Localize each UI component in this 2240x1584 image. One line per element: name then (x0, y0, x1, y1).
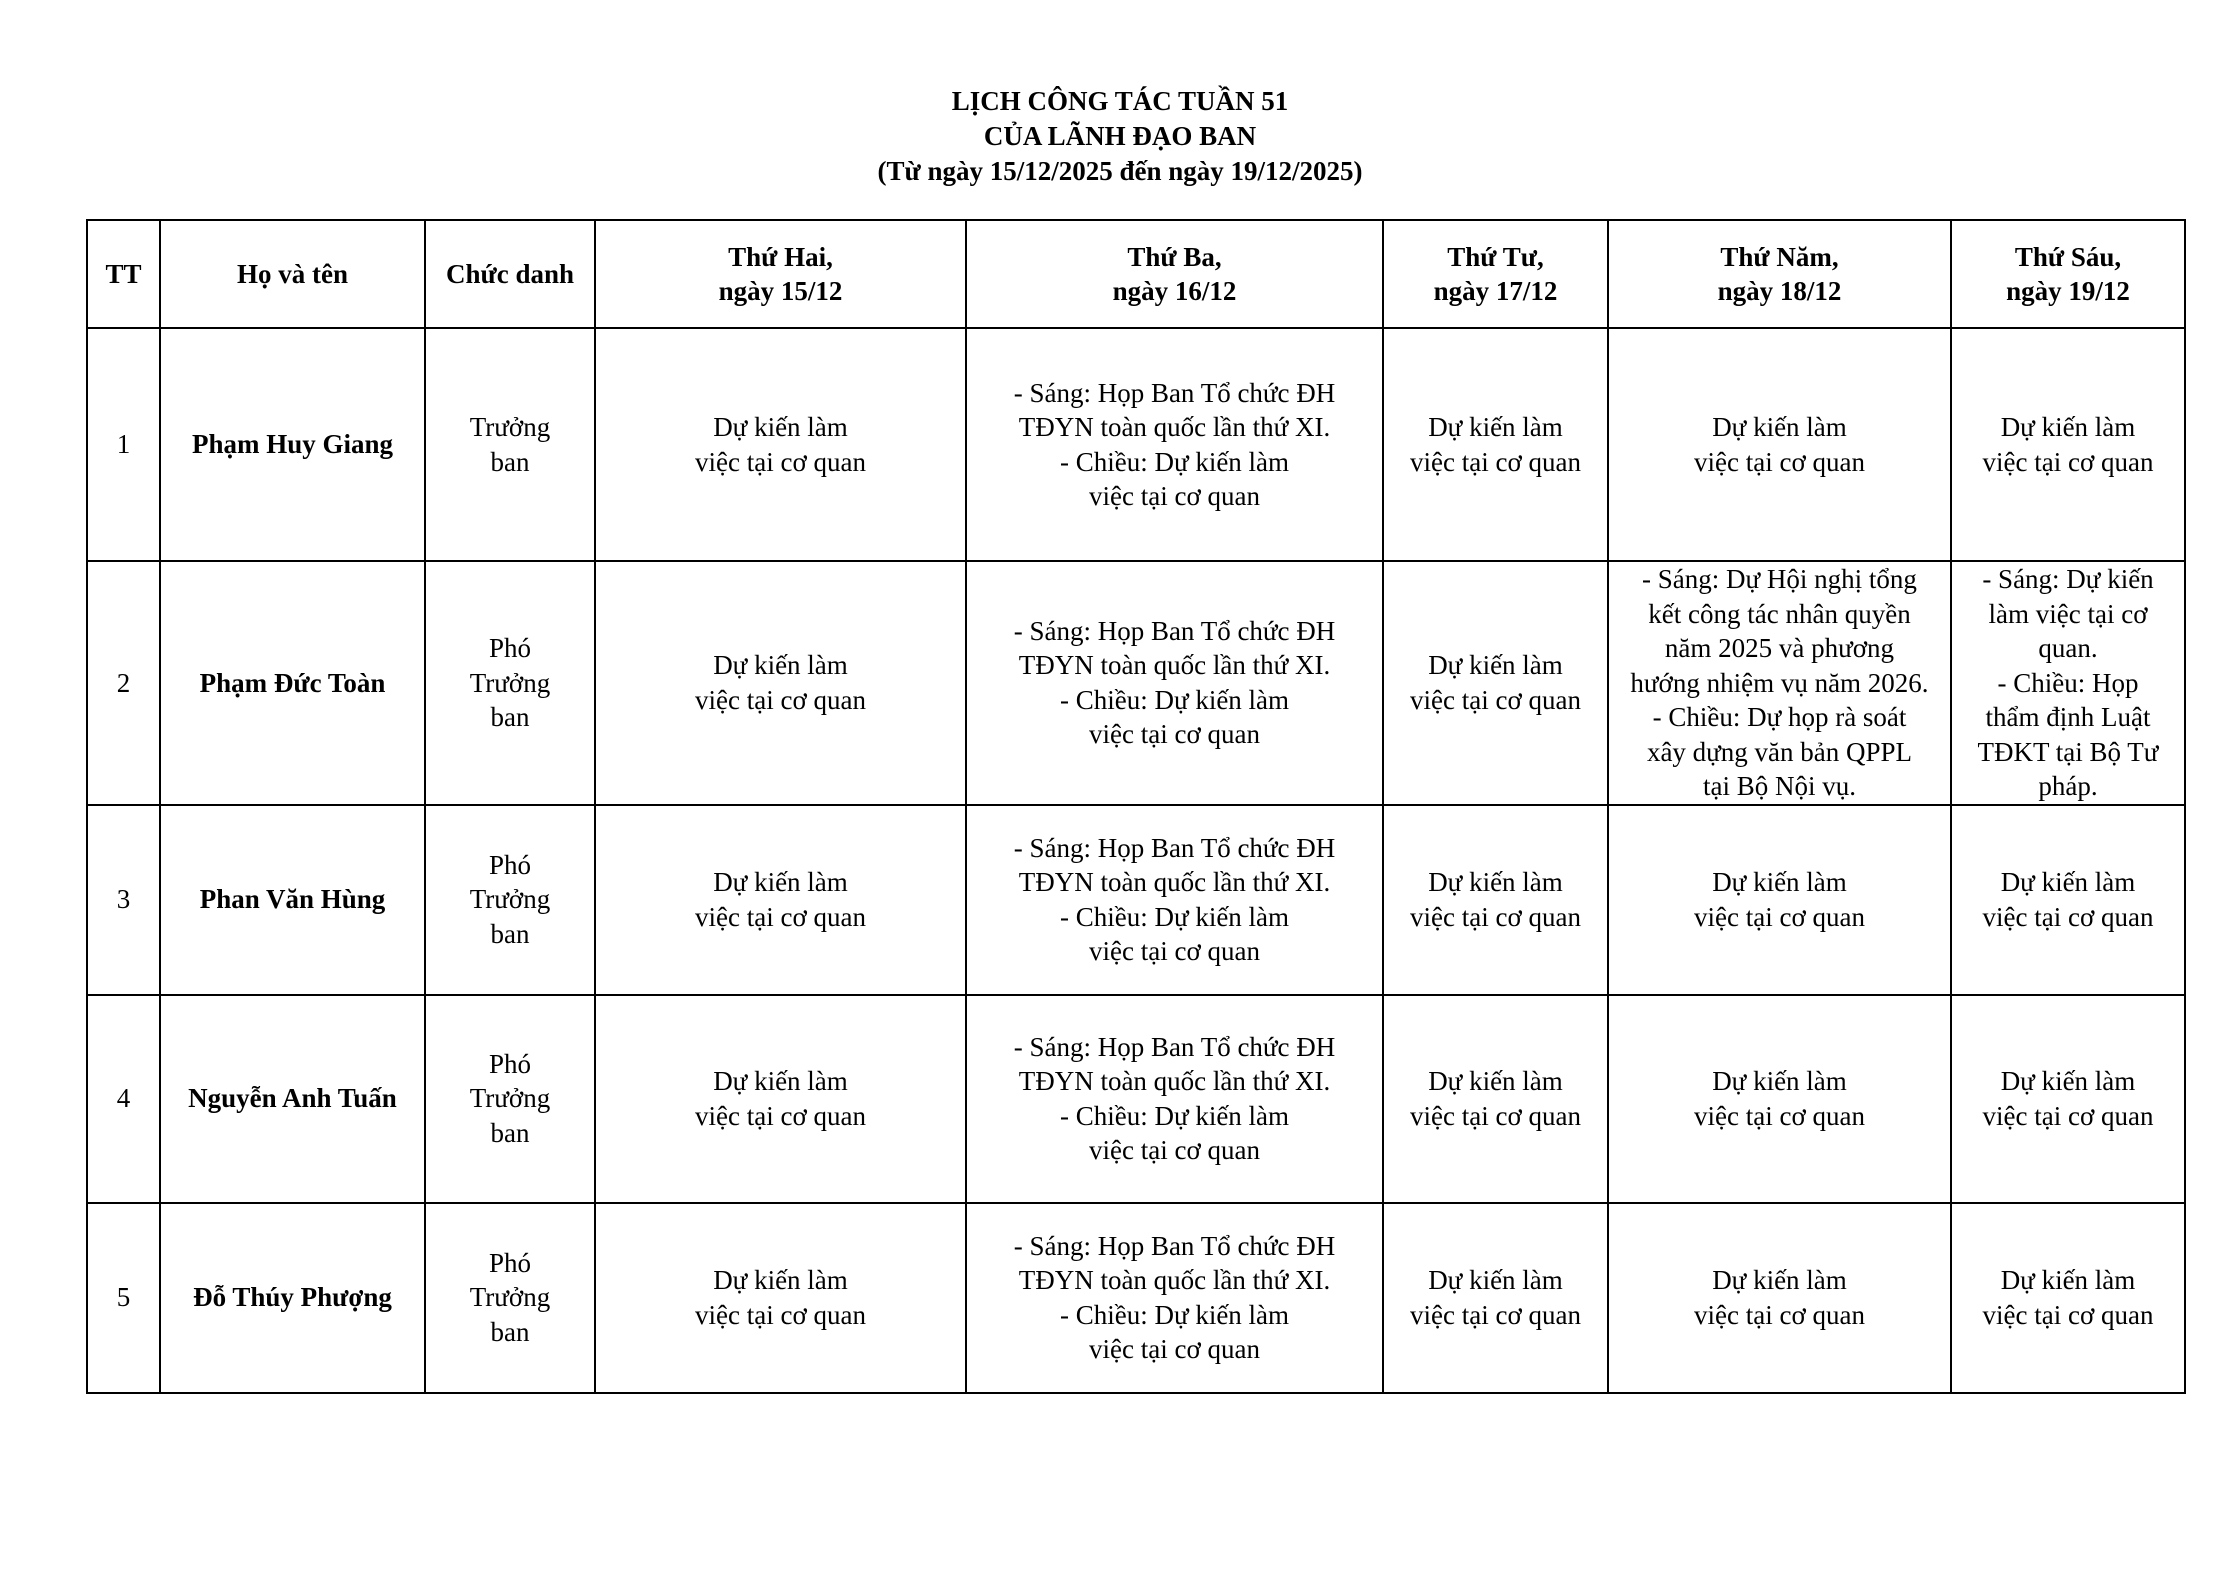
title-line: Trưởng (469, 412, 551, 442)
title-line: ban (490, 702, 530, 732)
schedule-line: Dự kiến làm (2000, 1066, 2136, 1096)
title-line: Phó (488, 1247, 532, 1278)
schedule-line: Dự kiến làm (2000, 867, 2136, 897)
title-line: ban (490, 1117, 530, 1148)
schedule-line: - Chiều: Dự kiến làm (1059, 446, 1290, 477)
schedule-line: Dự kiến làm (2000, 412, 2136, 442)
schedule-line: TĐYN toàn quốc lần thứ XI. (1018, 1066, 1331, 1096)
title-line: Trưởng (469, 1282, 551, 1313)
title-line: Trưởng (469, 1083, 551, 1114)
header-day-name: Thứ Sáu, (2014, 241, 2122, 272)
cell-tuesday (966, 1203, 1383, 1393)
schedule-line: việc tại cơ quan (1410, 1100, 1581, 1131)
cell-tt: 5 (87, 1203, 160, 1393)
schedule-line: Dự kiến làm (1712, 1265, 1847, 1295)
schedule-line: việc tại cơ quan (1982, 901, 2154, 932)
schedule-line: xây dựng văn bản QPPL (1646, 736, 1913, 767)
cell-tuesday (966, 805, 1383, 995)
cell-wednesday (1383, 1203, 1608, 1393)
cell-title (425, 1203, 595, 1393)
table-row (87, 805, 2185, 995)
schedule-line: hướng nhiệm vụ năm 2026. (1630, 667, 1929, 698)
cell-friday (1951, 1203, 2185, 1393)
schedule-line: việc tại cơ quan (1089, 481, 1260, 511)
cell-tt: 2 (87, 561, 160, 805)
schedule-line: việc tại cơ quan (695, 901, 866, 932)
schedule-line: Dự kiến làm (1712, 867, 1847, 897)
header-day-date: ngày 19/12 (2006, 276, 2130, 306)
schedule-line: - Chiều: Dự kiến làm (1059, 1100, 1290, 1131)
cell-name: Đỗ Thúy Phượng (160, 1203, 425, 1393)
schedule-line: việc tại cơ quan (1694, 901, 1865, 932)
schedule-line: việc tại cơ quan (1089, 1135, 1260, 1165)
cell-monday (595, 995, 966, 1203)
schedule-body (87, 328, 2185, 1393)
schedule-line: thẩm định Luật (1985, 702, 2151, 732)
header-day-wednesday (1383, 220, 1608, 328)
schedule-line: việc tại cơ quan (1410, 446, 1581, 477)
schedule-line: việc tại cơ quan (695, 1299, 866, 1330)
title-line: Trưởng (469, 884, 551, 915)
cell-title (425, 995, 595, 1203)
schedule-line: việc tại cơ quan (695, 684, 866, 715)
schedule-line: - Sáng: Họp Ban Tổ chức ĐH (1013, 1031, 1336, 1062)
title-line: ban (490, 918, 530, 949)
schedule-line: Dự kiến làm (1712, 1066, 1847, 1096)
header-day-monday (595, 220, 966, 328)
document-title-line-1: LỊCH CÔNG TÁC TUẦN 51 (951, 86, 1289, 116)
schedule-line: - Sáng: Dự Hội nghị tổng (1642, 564, 1917, 594)
schedule-line: kết công tác nhân quyền (1648, 598, 1911, 629)
schedule-line: - Sáng: Họp Ban Tổ chức ĐH (1013, 377, 1336, 408)
cell-tuesday (966, 561, 1383, 805)
cell-wednesday (1383, 561, 1608, 805)
schedule-line: TĐYN toàn quốc lần thứ XI. (1018, 1265, 1331, 1295)
cell-name: Phạm Huy Giang (160, 328, 425, 561)
schedule-line: - Sáng: Họp Ban Tổ chức ĐH (1013, 1230, 1336, 1261)
header-tt: TT (87, 220, 160, 328)
header-day-date: ngày 18/12 (1717, 276, 1842, 306)
cell-thursday (1608, 561, 1951, 805)
cell-thursday (1608, 995, 1951, 1203)
header-day-thursday (1608, 220, 1951, 328)
schedule-line: TĐYN toàn quốc lần thứ XI. (1018, 867, 1331, 897)
header-day-date: ngày 15/12 (718, 276, 843, 306)
cell-monday (595, 561, 966, 805)
schedule-line: việc tại cơ quan (695, 446, 866, 477)
schedule-table (86, 219, 2186, 1394)
schedule-line: - Sáng: Dự kiến (1982, 564, 2154, 594)
schedule-line: việc tại cơ quan (1089, 936, 1260, 966)
cell-name: Phan Văn Hùng (160, 805, 425, 995)
header-day-date: ngày 17/12 (1433, 276, 1558, 306)
schedule-line: quan. (2038, 633, 2098, 663)
schedule-line: việc tại cơ quan (1694, 1299, 1865, 1330)
schedule-line: Dự kiến làm (1428, 1066, 1563, 1096)
table-header-row (87, 220, 2185, 328)
schedule-line: việc tại cơ quan (1410, 901, 1581, 932)
schedule-line: việc tại cơ quan (1410, 1299, 1581, 1330)
cell-title (425, 328, 595, 561)
header-day-name: Thứ Hai, (728, 241, 833, 272)
schedule-line: - Sáng: Họp Ban Tổ chức ĐH (1013, 615, 1336, 646)
title-line: Phó (488, 849, 532, 880)
schedule-line: tại Bộ Nội vụ. (1703, 771, 1856, 801)
schedule-line: TĐYN toàn quốc lần thứ XI. (1018, 650, 1331, 681)
schedule-line: - Chiều: Dự kiến làm (1059, 901, 1290, 932)
schedule-line: pháp. (2038, 771, 2098, 801)
schedule-line: năm 2025 và phương (1664, 633, 1895, 663)
schedule-line: việc tại cơ quan (1089, 1334, 1260, 1364)
cell-wednesday (1383, 995, 1608, 1203)
header-day-name: Thứ Tư, (1447, 241, 1544, 272)
cell-monday (595, 805, 966, 995)
schedule-line: TĐKT tại Bộ Tư (1977, 736, 2159, 767)
cell-thursday (1608, 805, 1951, 995)
schedule-line: Dự kiến làm (713, 1265, 848, 1295)
cell-name: Nguyễn Anh Tuấn (160, 995, 425, 1203)
cell-wednesday (1383, 328, 1608, 561)
document-title-line-2: CỦA LÃNH ĐẠO BAN (983, 121, 1257, 151)
schedule-line: việc tại cơ quan (1089, 719, 1260, 750)
schedule-line: việc tại cơ quan (1982, 1100, 2154, 1131)
schedule-line: Dự kiến làm (713, 412, 848, 442)
title-line: ban (490, 1316, 530, 1347)
cell-tt: 3 (87, 805, 160, 995)
schedule-line: - Chiều: Dự họp rà soát (1652, 702, 1907, 732)
cell-monday (595, 1203, 966, 1393)
schedule-line: việc tại cơ quan (695, 1100, 866, 1131)
schedule-line: làm việc tại cơ (1988, 598, 2148, 629)
cell-thursday (1608, 1203, 1951, 1393)
cell-friday (1951, 805, 2185, 995)
header-day-tuesday (966, 220, 1383, 328)
schedule-line: việc tại cơ quan (1694, 446, 1865, 477)
header-day-friday (1951, 220, 2185, 328)
table-row (87, 995, 2185, 1203)
document-header (0, 84, 2240, 189)
cell-tt: 4 (87, 995, 160, 1203)
schedule-line: việc tại cơ quan (1982, 446, 2154, 477)
schedule-line: Dự kiến làm (713, 1066, 848, 1096)
schedule-line: TĐYN toàn quốc lần thứ XI. (1018, 412, 1331, 442)
cell-monday (595, 328, 966, 561)
schedule-line: - Chiều: Dự kiến làm (1059, 1299, 1290, 1330)
schedule-line: Dự kiến làm (1428, 1265, 1563, 1295)
table-row (87, 1203, 2185, 1393)
header-day-name: Thứ Năm, (1720, 241, 1839, 272)
header-name: Họ và tên (160, 220, 425, 328)
schedule-line: việc tại cơ quan (1982, 1299, 2154, 1330)
schedule-line: - Sáng: Họp Ban Tổ chức ĐH (1013, 832, 1336, 863)
cell-tuesday (966, 995, 1383, 1203)
cell-tt: 1 (87, 328, 160, 561)
schedule-line: việc tại cơ quan (1410, 684, 1581, 715)
schedule-line: Dự kiến làm (713, 650, 848, 681)
schedule-line: việc tại cơ quan (1694, 1100, 1865, 1131)
cell-thursday (1608, 328, 1951, 561)
schedule-line: Dự kiến làm (1428, 412, 1563, 442)
schedule-line: - Chiều: Họp (1997, 667, 2139, 698)
cell-title (425, 561, 595, 805)
table-row (87, 561, 2185, 805)
title-line: Phó (488, 633, 532, 663)
cell-tuesday (966, 328, 1383, 561)
title-line: ban (490, 446, 530, 477)
header-day-name: Thứ Ba, (1127, 241, 1222, 272)
cell-friday (1951, 328, 2185, 561)
cell-name: Phạm Đức Toàn (160, 561, 425, 805)
schedule-line: - Chiều: Dự kiến làm (1059, 684, 1290, 715)
title-line: Trưởng (469, 667, 551, 698)
header-day-date: ngày 16/12 (1112, 276, 1237, 306)
schedule-line: Dự kiến làm (1712, 412, 1847, 442)
schedule-line: Dự kiến làm (2000, 1265, 2136, 1295)
title-line: Phó (488, 1048, 532, 1079)
cell-wednesday (1383, 805, 1608, 995)
cell-title (425, 805, 595, 995)
header-title: Chức danh (425, 220, 595, 328)
schedule-line: Dự kiến làm (713, 867, 848, 897)
cell-friday (1951, 995, 2185, 1203)
cell-friday (1951, 561, 2185, 805)
schedule-line: Dự kiến làm (1428, 650, 1563, 681)
table-row (87, 328, 2185, 561)
schedule-line: Dự kiến làm (1428, 867, 1563, 897)
document-date-range: (Từ ngày 15/12/2025 đến ngày 19/12/2025) (877, 156, 1363, 186)
